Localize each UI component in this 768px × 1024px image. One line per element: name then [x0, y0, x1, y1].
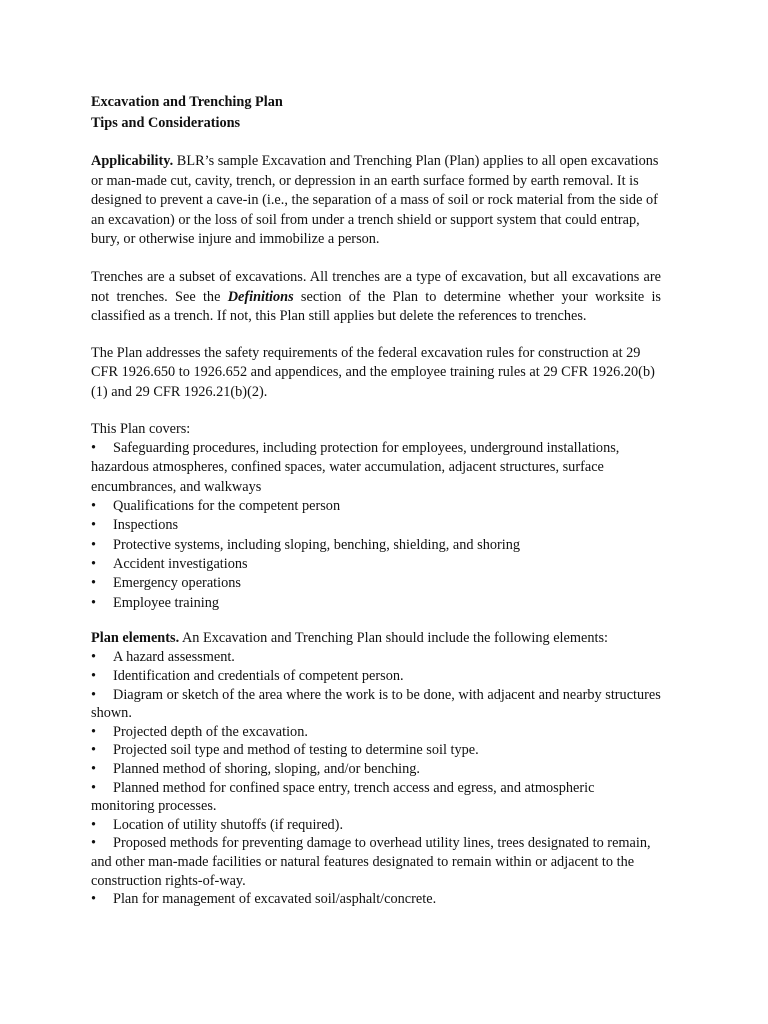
list-item [91, 779, 661, 816]
applicability-label: Applicability. [91, 153, 174, 169]
list-item-text: Qualifications for the competent person [113, 498, 341, 515]
list-item-text: Proposed methods for preventing damage to overhead utility lines, trees designated to remain, and other man-made facilities or natural features designated to remain within or adjacent to the construction rights-of-way. [91, 835, 651, 889]
applicability-text: BLR’s sample Excavation and Trenching Plan (Plan) applies to all open excavations or man-made cut, cavity, trench, or depression in an earth surface formed by earth removal. It is designed to prevent a cave-in (i.e., the separation of a mass of soil or rock material from the side of an excavation) or the loss of soil from under a trench shield or support system that could entrap, bury, or otherwise injure and immobilize a person. [91, 153, 659, 248]
trenches-text-before: Trenches are a subset of excavations. All trenches are a type of excavation, but all excavations are not trenches. See the [91, 268, 661, 305]
trenches-paragraph [91, 268, 661, 327]
spacer [91, 403, 661, 420]
list-item-text: Projected depth of the excavation. [113, 723, 308, 740]
document-title: Excavation and Trenching Plan [91, 94, 283, 110]
list-item-text: Plan for management of excavated soil/asphalt/concrete. [113, 891, 437, 908]
list-item-text: Identification and credentials of competent person. [113, 667, 404, 684]
definitions-emphasis: Definitions [227, 288, 294, 305]
list-item [91, 536, 661, 555]
list-item-text: Employee training [113, 594, 220, 611]
list-item [91, 723, 661, 742]
list-item-text: Inspections [113, 517, 179, 534]
list-item-text: Projected soil type and method of testing to determine soil type. [113, 742, 479, 759]
bullet-icon: • [91, 649, 97, 666]
list-item [91, 516, 661, 535]
bullet-icon: • [91, 835, 97, 852]
bullet-icon: • [91, 686, 97, 703]
list-item-text: Planned method of shoring, sloping, and/or benching. [113, 760, 420, 777]
plan-addresses-paragraph: The Plan addresses the safety requirements of the federal excavation rules for construction at 29 CFR 1926.650 to 1926.652 and appendices, and the employee training rules at 29 CFR 1926.20(b)(1) and 29 CFR 1926.21(b)(2). [91, 344, 655, 400]
list-item [91, 648, 661, 667]
list-item-text: Protective systems, including sloping, benching, shielding, and shoring [113, 536, 521, 553]
bullet-icon: • [91, 440, 97, 457]
plan-elements-list [91, 648, 661, 908]
bullet-icon: • [91, 816, 97, 833]
list-item [91, 834, 661, 890]
document-subtitle: Tips and Considerations [91, 115, 241, 131]
list-item-text: Emergency operations [113, 575, 241, 592]
list-item-text: Safeguarding procedures, including protection for employees, underground installations, hazardous atmospheres, confined spaces, water accumulation, adjacent structures, surface encumbrances, and walkways [91, 440, 620, 495]
spacer [91, 327, 661, 344]
list-item [91, 890, 661, 909]
bullet-icon: • [91, 723, 97, 740]
list-item [91, 497, 661, 516]
bullet-icon: • [91, 594, 97, 611]
bullet-icon: • [91, 536, 97, 553]
list-item [91, 760, 661, 779]
bullet-icon: • [91, 517, 97, 534]
list-item-text: Planned method for confined space entry, trench access and egress, and atmospheric monitoring processes. [91, 779, 595, 815]
list-item [91, 574, 661, 593]
bullet-icon: • [91, 779, 97, 796]
bullet-icon: • [91, 498, 97, 515]
bullet-icon: • [91, 555, 97, 572]
list-item [91, 555, 661, 574]
trenches-text-after: section of the Plan to determine whether your worksite is classified as a trench. If not, this Plan still applies but delete the references to trenches. [91, 288, 661, 325]
list-item [91, 741, 661, 760]
bullet-icon: • [91, 891, 97, 908]
spacer [91, 250, 661, 268]
list-item [91, 594, 661, 613]
list-item-text: Location of utility shutoffs (if required). [113, 816, 344, 833]
list-item-text: Diagram or sketch of the area where the work is to be done, with adjacent and nearby structures shown. [91, 686, 661, 722]
list-item-text: Accident investigations [113, 555, 248, 572]
document-page [91, 92, 661, 909]
plan-elements-label: Plan elements. [91, 629, 180, 646]
list-item-text: A hazard assessment. [113, 649, 235, 666]
bullet-icon: • [91, 667, 97, 684]
spacer [91, 613, 661, 629]
spacer [91, 134, 661, 152]
bullet-icon: • [91, 742, 97, 759]
bullet-icon: • [91, 575, 97, 592]
list-item [91, 439, 661, 497]
list-item [91, 686, 661, 723]
plan-elements-text: An Excavation and Trenching Plan should include the following elements: [179, 629, 608, 646]
bullet-icon: • [91, 760, 97, 777]
plan-elements-intro [91, 629, 661, 649]
applicability-paragraph [91, 152, 661, 250]
list-item [91, 667, 661, 686]
list-item [91, 816, 661, 835]
covers-list [91, 439, 661, 613]
covers-intro: This Plan covers: [91, 420, 191, 437]
